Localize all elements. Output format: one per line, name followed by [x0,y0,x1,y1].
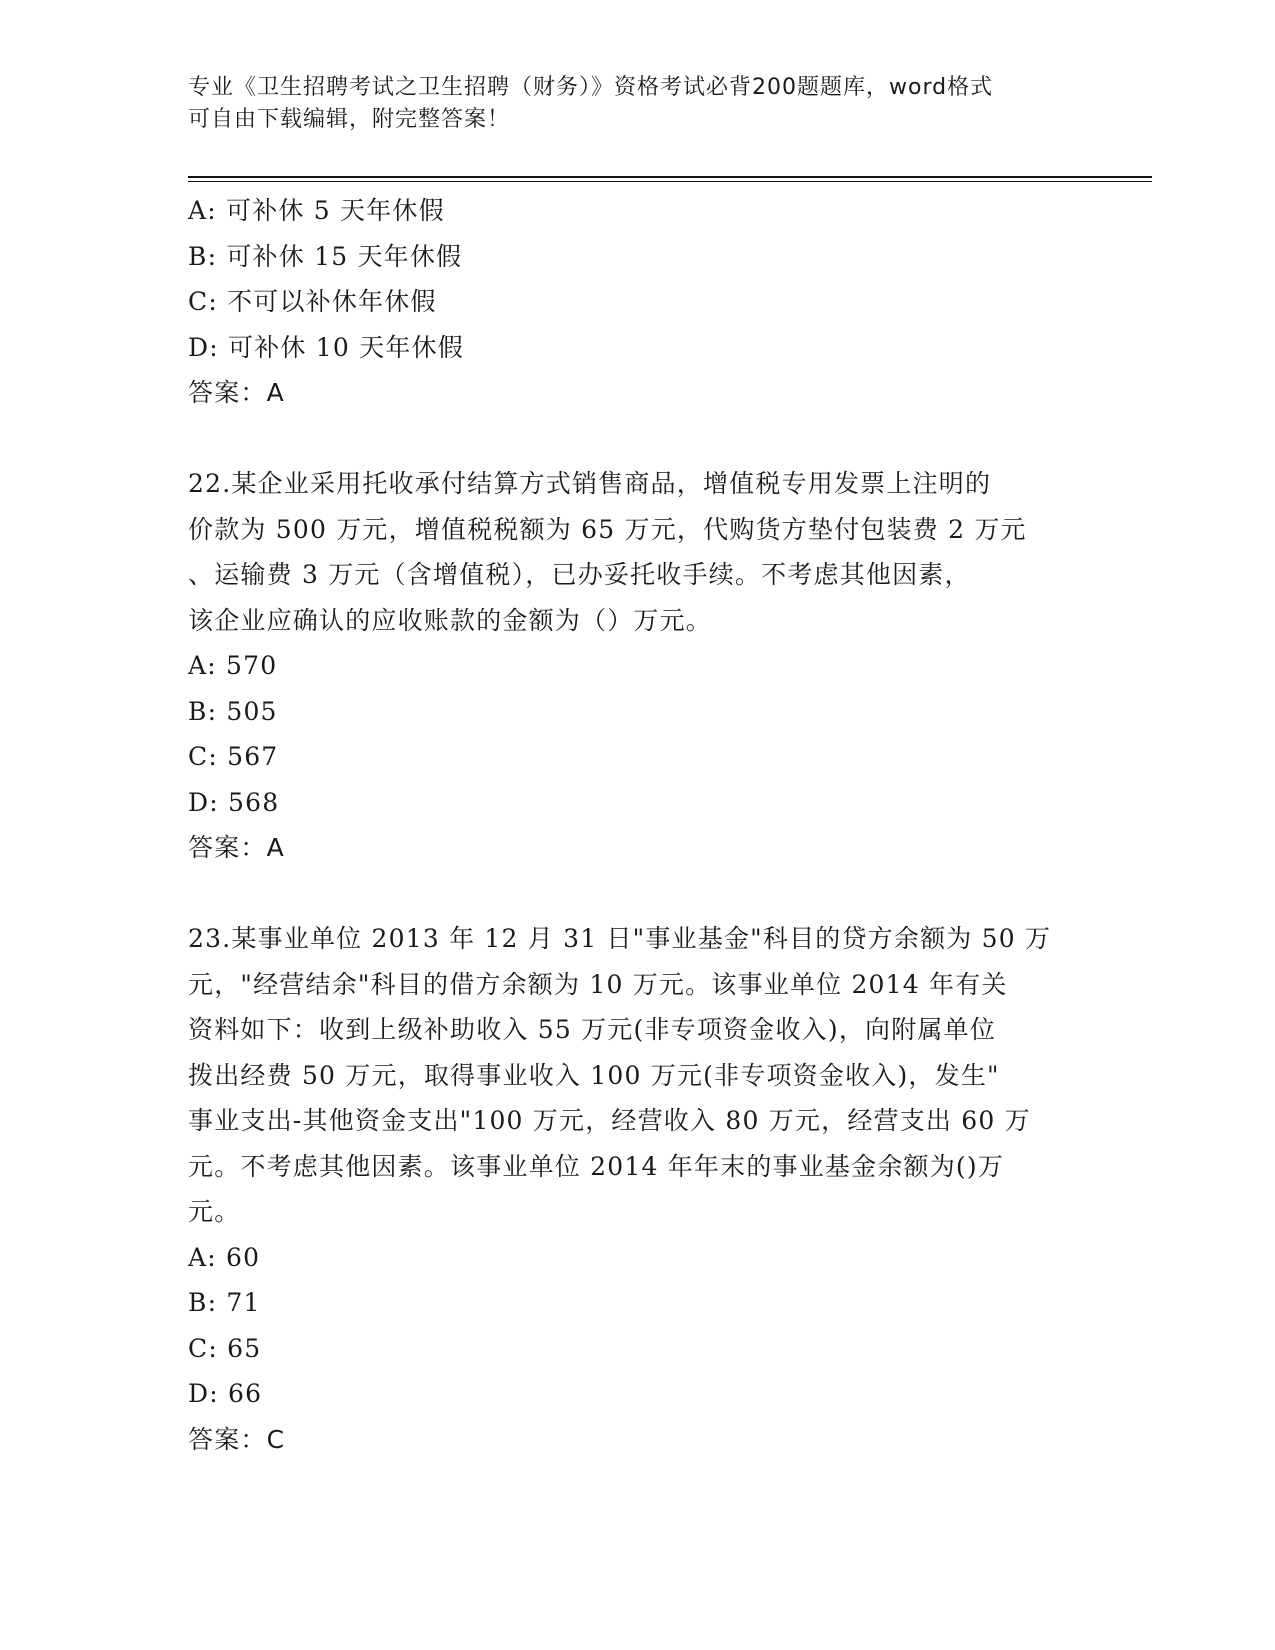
option-c: C: 不可以补休年休假 [188,287,437,316]
answer-line: 答案：A [188,833,285,862]
header-line-2: 可自由下载编辑，附完整答案！ [188,107,511,132]
option-b: B: 505 [188,696,278,726]
question-stem-line: 该企业应确认的应收账款的金额为（）万元。 [188,605,713,635]
header-rule-thin [188,181,1152,182]
question-stem-line: 、运输费 3 万元（含增值税），已办妥托收手续。不考虑其他因素， [188,560,971,589]
answer-line: 答案：A [188,378,285,407]
option-b: B: 可补休 15 天年休假 [188,241,463,271]
option-c: C: 567 [188,742,279,771]
spacer [188,416,1088,462]
option-b: B: 71 [188,1288,261,1317]
question-22 [188,461,1088,871]
question-stem-line: 事业支出-其他资金支出"100 万元，经营收入 80 万元，经营支出 60 万 [188,1106,1031,1135]
option-d: D: 66 [188,1379,263,1408]
document-header [188,72,1088,136]
header-line-1: 专业《卫生招聘考试之卫生招聘（财务）》资格考试必背200题题库，word格式 [188,75,994,100]
answer-line: 答案：C [188,1424,286,1454]
question-stem-line: 元，"经营结余"科目的借方余额为 10 万元。该事业单位 2014 年有关 [188,969,1008,999]
question-stem-line: 23.某事业单位 2013 年 12 月 31 日"事业基金"科目的贷方余额为 50 万 [188,924,1052,953]
question-content [188,188,1088,1462]
question-stem-line: 元。 [188,1197,241,1226]
question-stem-line: 拨出经费 50 万元，取得事业收入 100 万元(非专项资金收入)，发生" [188,1060,1000,1090]
option-c: C: 65 [188,1333,262,1363]
spacer [188,871,1088,917]
question-21 [188,188,1088,416]
option-d: D: 568 [188,787,280,817]
question-stem-line: 价款为 500 万元，增值税税额为 65 万元，代购货方垫付包装费 2 万元 [188,514,1027,544]
option-a: A: 可补休 5 天年休假 [188,196,445,225]
question-stem-line: 资料如下：收到上级补助收入 55 万元(非专项资金收入)，向附属单位 [188,1015,997,1044]
question-stem-line: 元。不考虑其他因素。该事业单位 2014 年年末的事业基金余额为()万 [188,1151,1005,1181]
question-stem-line: 22.某企业采用托收承付结算方式销售商品，增值税专用发票上注明的 [188,469,992,498]
option-a: A: 60 [188,1242,261,1272]
option-d: D: 可补休 10 天年休假 [188,332,464,362]
option-a: A: 570 [188,651,278,680]
header-rule-thick [188,176,1152,178]
question-23 [188,916,1088,1462]
